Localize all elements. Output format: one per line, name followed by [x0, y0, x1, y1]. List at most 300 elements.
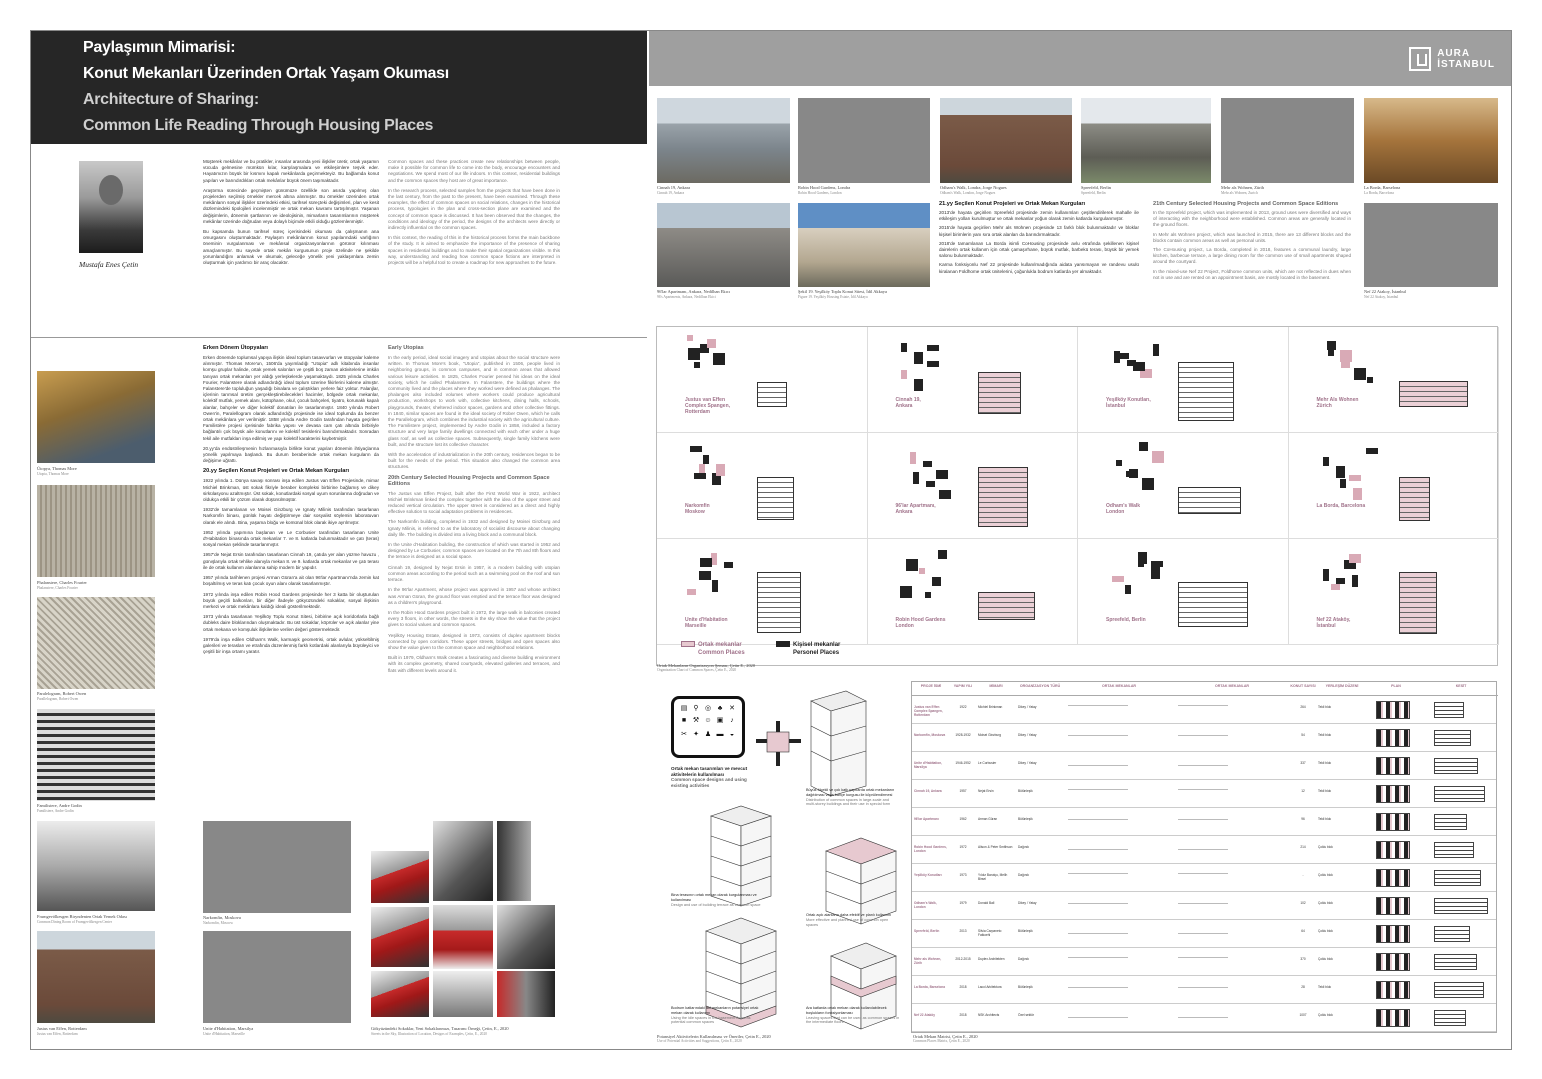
table-text-line — [1178, 1017, 1228, 1018]
image-parallelogram — [37, 597, 155, 689]
table-cell-org: Bütünleşik — [1018, 929, 1033, 933]
table-plan-thumb — [1376, 897, 1410, 915]
table-cell-year: 2018 — [959, 1013, 967, 1017]
early-en-p7: In the 96'lar Apartment, whose project was approved in 1957 and whose architect was Arman Güran, the ground floor was emptied and the terrace floor was designed as a children's playground. — [388, 587, 560, 605]
plan-block — [712, 580, 718, 592]
table-cell-org: Dikey / Yatay — [1018, 733, 1037, 737]
table-cell-name: Spreefeld, Berlin — [914, 929, 940, 933]
caption-spreefeld-en: Spreefeld, Berlin — [1081, 191, 1106, 195]
plan-block — [925, 592, 931, 598]
table-text-line — [1068, 789, 1128, 790]
plan-block — [694, 473, 706, 479]
plan-block — [910, 452, 916, 464]
plan-block — [913, 472, 919, 484]
table-plan-thumb — [1376, 981, 1410, 999]
drawing-label-line: Mehr Als Wohnen — [1316, 397, 1359, 403]
plan-block — [938, 550, 947, 559]
drawing-project-label — [1106, 503, 1140, 515]
legend-common — [681, 641, 745, 657]
author-name: Mustafa Enes Çetin — [79, 260, 139, 269]
legend-personal-tr: Kişisel mekanlar — [793, 642, 841, 648]
logo-line2: İSTANBUL — [1437, 59, 1495, 70]
table-section-thumb — [1434, 898, 1488, 914]
table-cell-name: Nef 22 Ataköy — [914, 1013, 935, 1017]
section-drawing — [757, 477, 794, 520]
table-cell-org: Dikey / Yatay — [1018, 901, 1037, 905]
table-text-line — [1068, 1017, 1128, 1018]
caption-96lar-en: 96's Apartments, Ankara, Nedilhan Ekici — [657, 295, 716, 299]
caption-streets-sky-en: Streets in the Sky, Illustration of Location, Designs of Examples, Çetin, E., 2020 — [371, 1032, 487, 1036]
plan-block — [688, 348, 700, 360]
table-cell-name: Cinnah 19, Ankara — [914, 789, 942, 793]
intro-tr-p3: Bu kapsamda bunun tarihsel süreç içerisindeki okuması da çalışmanın ana omurgasını oluşturmaktadır. Paylaşım mekânlarının konut yapılarındaki varlığının öneminin vurgulanması ve mekânsal organizasyonlarının görünür kılınması amaçlanmıştır. Bu sayede ortak mekân kurgusunun proje özelinde ne şekilde yorumlandığını anlamak ve okumak, geleceğe yönelik yeni yaklaşımlara zemin oluşturmak için yardımcı bir araç olacaktır. — [203, 229, 379, 266]
table-cell-year: 1957 — [959, 789, 967, 793]
caption-la-borda-en: La Borda, Barcelona — [1364, 191, 1394, 195]
plan-block — [901, 370, 907, 379]
table-cell-amount: 12 — [1301, 789, 1305, 793]
photo-nef22 — [1364, 203, 1498, 287]
table-cell-amount: 102 — [1300, 901, 1306, 905]
collage-image-8 — [433, 971, 493, 1017]
table-cell-layout: Çoklu blok — [1318, 929, 1333, 933]
table-row — [912, 836, 1496, 864]
collage-image-6 — [497, 905, 555, 969]
intro-tr-p2: Araştırma sürecinde geçmişten günümüze özellikle son asırda yapılmış olan projelerden seçilmiş örnekler mercek altına alınmıştır. Bu örnekler üzerinden ortak mekânların sosyal ilişkiler üzerindeki etkisi, tarihsel süreçteki değişimleri, plan ve kesit düzlemindeki tipolojileri incelenmiştir ve ortak mekan kavramı tartışılmıştır. Yaşanan değişimlerin, dönemin şartlarının ve ideolojisinin, mimarların tasarımlarının müşterek mekânlar üzerinde doğrudan veya dolaylı biçimde etkili olduğu gözlemlenmiştir. — [203, 187, 379, 224]
table-plan-thumb — [1376, 841, 1410, 859]
century21-en-p2: In Mehr als Wohnen project, which was launched in 2015, there are 13 different blocks and the blocks contain common areas as well as personal units. — [1153, 231, 1351, 243]
table-row — [912, 864, 1496, 892]
table-section-thumb — [1434, 954, 1477, 970]
legend-personal — [776, 641, 840, 657]
table-header-cell: ORTAK MEKANLAR — [1174, 682, 1290, 696]
logo-line1: AURA — [1437, 48, 1471, 59]
photo-96lar — [657, 203, 790, 287]
plan-drawing — [1319, 444, 1383, 501]
caption-usage: Potansiyel Aktivitelerin Kullanılması ve Öneriler, Çetin E., 2020 — [657, 1034, 771, 1039]
plan-block — [927, 345, 939, 351]
early-tr-p4: 1932'de tamamlanan ve Moisei Ginzburg ve Ignaty Milinis tarafından tasarlanan Narkomfin binası, günlük hayatı değiştirmeye dair sosyalist söylemin laboratuvarı olarak ele alındı. Bina, yaşama bloğu ve komünal blok olarak ikiye ayrılmıştır. — [203, 507, 379, 525]
music-icon: ♪ — [730, 717, 734, 724]
usage-note1-tr: Büyük ölçekli ve çok katlı yapılarda ortak mekanların dağıtılması veya bahçe kurgusu ile köprülendirmesi — [806, 788, 895, 797]
drawing-label-line: Yeşilköy Konutları, — [1106, 397, 1151, 403]
table-header-cell: YAPIM YILI — [950, 682, 976, 696]
table-cell-arch: NSK Architects — [978, 1013, 1000, 1017]
title-tr-line1: Paylaşımın Mimarisi: — [83, 39, 236, 56]
plan-drawing — [687, 335, 727, 375]
table-text-line — [1068, 765, 1128, 766]
table-cell-year: 1928-1932 — [955, 733, 971, 737]
plan-block — [1151, 567, 1160, 579]
drawing-label-line: Nef 22 Atakôy, — [1316, 617, 1351, 623]
section-drawing — [978, 592, 1035, 620]
plan-block — [699, 571, 711, 580]
early-en-p2: With the acceleration of industrialization in the 20th century, residences began to be built for the needs of the period. This situation also changed the common area structures. — [388, 452, 560, 470]
early-en-p8: In the Robin Hood Gardens project built in 1972, the large walk in balconies created every 3 floors, in other words, the streets in the sky show the value that the project gives to social values and common spaces. — [388, 609, 560, 628]
caption-drawings: Ortak Mekanların Organizasyon Şeması, Çetin E., 2020 — [657, 663, 756, 668]
plan-block — [1138, 552, 1147, 564]
plan-drawing — [898, 447, 948, 502]
plan-block — [1142, 478, 1154, 490]
usage-note2-en: Design and use of building terrace as common space — [671, 902, 761, 907]
legend-common-en: Common Places — [698, 650, 745, 656]
century21-en-heading: 21th Century Selected Housing Projects and Common Space Editions — [1153, 201, 1339, 207]
table-section-thumb — [1434, 982, 1484, 998]
usage-note1-en: Distribution of common spaces in large-scale and multi-storey buildings and their use in special form — [806, 797, 891, 807]
plan-block — [1367, 377, 1373, 383]
century21-en-p3: The CoHousing project, La Borda, completed in 2018, features a communal laundry, large kitchen, barbecue terrace, a large dining room for the common use of small apartments shaped around the courtyard. — [1153, 247, 1351, 265]
table-row — [912, 1004, 1496, 1032]
plan-block — [687, 589, 696, 595]
usage-note1 — [806, 788, 896, 807]
drawing-label-line: London — [1106, 509, 1125, 515]
century21-tr-p4: Karma fonksiyonlu Nef 22 projesinde kullanılmadığında aidata yansımayan ve randevu usulü kiralanan Foldhome ortak ünitelerini, çoğunlukla bodrum katlarda yer almaktadır. — [939, 262, 1139, 274]
collage-image-7 — [371, 971, 429, 1017]
table-row — [912, 780, 1496, 808]
table-row — [912, 920, 1496, 948]
table-cell-name: Justus van Effen Complex Spangen, Rotterdam — [914, 705, 943, 717]
table-section-thumb — [1434, 814, 1467, 830]
drawing-cell — [1289, 539, 1500, 645]
caption-table: Ortak Mekan Matrisi, Çetin E., 2020 — [913, 1034, 978, 1039]
table-header-cell: KESİT — [1424, 682, 1498, 696]
table-text-line — [1178, 735, 1228, 736]
plan-block — [1366, 448, 1378, 454]
table-cell-arch: Le Corbusier — [978, 761, 997, 765]
table-row — [912, 892, 1496, 920]
usage-note5-en: Leaving spaces that can be used as common spaces in the intermediate floors — [806, 1015, 900, 1025]
caption-streets-sky: Gökyüzündeki Sokaklar, Yeni Sokaklarımızı, Tasarımı Örneği, Çetin, E., 2020 — [371, 1026, 509, 1031]
table-header-cell: PROJE İSMİ — [912, 682, 950, 696]
drawing-project-label — [1106, 397, 1151, 409]
section-drawing — [1399, 572, 1437, 634]
table-section-thumb — [1434, 702, 1464, 718]
caption-cinnah19: Cinnah 19, Ankara — [657, 185, 691, 190]
table-cell-org: Dağınık — [1018, 845, 1029, 849]
table-section-thumb — [1434, 730, 1471, 746]
drawing-project-label — [685, 617, 728, 629]
table-cell-org: Bütünleşik — [1018, 789, 1033, 793]
plan-block — [690, 446, 702, 452]
early-en-p3: The Justus van Effen Project, built after the First World War in 1922, architect Michiel Brinkman linked the complex together with the idea of the upper street and reduced vertical circulation. The upper street is considered as a direct and highly effective solution to social adaptation problems in residences. — [388, 490, 560, 515]
drawing-cell — [1078, 327, 1289, 433]
caption-justus: Justus van Effen, Rotterdam — [37, 1026, 87, 1031]
usage-note3-tr: Ortak açık alanların daha efektif ve planlı kullanımı — [806, 913, 892, 917]
table-cell-arch: Lacol Arkitektura — [978, 985, 1002, 989]
table-cell-year: 2018 — [959, 985, 967, 989]
table-cell-name: Robin Hood Gardens, London — [914, 845, 947, 853]
caption-utopia: Ütopya, Thomas More — [37, 466, 77, 471]
table-text-line — [1068, 705, 1128, 706]
title-band — [31, 31, 647, 144]
usage-note2 — [671, 893, 761, 907]
table-cell-layout: Tekli blok — [1318, 705, 1332, 709]
table-cell-org: Dağınık — [1018, 957, 1029, 961]
plan-drawing — [898, 338, 945, 389]
caption-nef22-en: Nef 22 Atakoy, Istanbul — [1364, 295, 1399, 299]
table-row — [912, 696, 1496, 724]
plan-block — [1353, 488, 1362, 500]
caption-robin-hood: Robin Hood Gardens, Londra — [798, 185, 851, 190]
table-cell-org: Özel sektör — [1018, 1013, 1035, 1017]
plan-block — [1336, 466, 1345, 478]
table-cell-amount: - — [1302, 873, 1304, 877]
organization-chart-grid — [656, 326, 1498, 666]
table-cell-layout: Çoklu blok — [1318, 845, 1333, 849]
image-familistere — [37, 709, 155, 801]
drawing-label-line: Odham's Walk — [1106, 503, 1141, 509]
table-section-thumb — [1434, 870, 1481, 886]
early-en-p9: Yeşilköy Housing Estate, designed in 1973, consists of duplex apartment blocks connected by open corridors. These upper streets, bridges and open spaces also show the value given to the common space and neighborhood relations. — [388, 632, 560, 650]
table-section-thumb — [1434, 1010, 1466, 1026]
usage-title-tr: Ortak mekan tasarımları ve mevcut aktivitelerin kullanılması — [671, 766, 748, 777]
image-utopia — [37, 371, 155, 463]
table-cell-name: Mehr als Wohnen, Zürih — [914, 957, 942, 965]
usage-note3 — [806, 913, 896, 927]
table-cell-org: Bütünleşik — [1018, 817, 1033, 821]
plan-block — [1328, 350, 1334, 356]
plan-block — [1151, 561, 1163, 567]
plan-block — [1133, 362, 1145, 371]
caption-usage-en: Use of Potential Activities and Suggestions, Çetin E., 2020 — [657, 1039, 742, 1043]
table-cell-layout: Çoklu blok — [1318, 873, 1333, 877]
photo-la-borda — [1364, 98, 1498, 183]
table-text-line — [1068, 819, 1128, 820]
drawing-cell — [657, 539, 868, 645]
laundry-icon: ◎ — [704, 705, 712, 712]
cutlery-icon: ✕ — [729, 705, 735, 712]
caption-narkomfin-en: Narkomfin, Moscow — [203, 921, 233, 925]
caption-table-en: Common Places Matrix, Çetin E., 2020 — [913, 1039, 970, 1043]
drawing-label-line: Unite d'Habitation — [685, 617, 728, 623]
table-cell-org: Dağınık — [1018, 873, 1029, 877]
drawing-label-line: Cinnah 19, — [895, 397, 921, 403]
early-tr-p1: Erken dönemde toplumsal yapıya ilişkin ideal toplum tasavvurları ve ütopyalar kaleme alınmıştır. Thomas More'un, 1506'da yayımladığı "Utopia" adlı kitabında insanlar komşu gruplar halinde, ortak yemek salonları ve çeşitli boş zaman aktivitelerine imkân tanıyan ortak mekanları yer aldığı yerleşkelerde yaşamaktaydı. 1825 yılında Charles Fourier, Falanstere olarak adlandırdığı ideal toplum üzerine fikirlerini kaleme almıştır. Falanstere'de topluluğun yaşadığı binalara ve çalıştıkları yerlere faiz yoktur. Falanjlar, içlerinin tarımsal üretim gerçekleştirebilecekleri hacimler, bölgede ortak mekanlar, kolektif mutfak, yemek alanı, kütüphane, okul, çocuk bahçeleri, tiyatro, korunaklı kapalı alanlar, bahçeler ve diğer kolektif donatıları ile tasarlanmıştır. 1840 yılında Robert Owen'in, Paralellogram olarak adlandırdığı projesinde ise ideal toplumda da benzer ortak mekânlara yer verilmiştir. 1858 yılında Andre Godin tarafından hayata geçirilen Familistère projesi içerisinde fabrika yapısı ve devasa cam çatı altında birbiriyle bağlantılı çok büyük aile konutlarını ve kolektif tesislerini barındırmaktadır. Sonradan tekil aile mutfakları inşa edilmiş ve yapı kolektif karakterini kaybetmiştir. — [203, 355, 379, 441]
early-en-h2: 20th Century Selected Housing Projects and Common Space Editions — [388, 474, 550, 487]
intro-en-p1: Common spaces and these practices create new relationships between people, make it possible for common life to come into the body, encourage encounters and negotiations. We spend most of our life indoors. In this context, residential buildings and the common spaces they host are of great importance. — [388, 159, 560, 183]
early-tr-p5: 1952 yılında yapımına başlanan ve Le Corbusier tarafından tasarlanan Unite d'Habitation binasında ortak mekanlar 7. ve 8. katlarda bulunmaktadır ve çatı (teras) sosyal mekan şeklinde tasarlanmıştır. — [203, 529, 379, 548]
drawing-project-label — [896, 397, 921, 409]
early-tr-p6: 1957'de Nejat Ersin tarafından tasarlanan Cinnah 19, çatıda yer alan yüzme havuzu , günışlarıyla ortak tehlike alanıyla mekan 8. ve 9. katlarda ortak mekanlar ve çatı terası ile de ortak kullanım alanlarına sahip modern bir yapıdır. — [203, 552, 379, 570]
plan-block — [713, 353, 725, 365]
table-text-line — [1068, 933, 1128, 934]
caption-la-borda: La Borda, Barselona — [1364, 185, 1401, 190]
table-section-thumb — [1434, 926, 1470, 942]
table-text-line — [1178, 987, 1228, 988]
table-text-line — [1068, 735, 1128, 736]
table-cell-arch: Moisei Ginzburg — [978, 733, 1002, 737]
section-drawing — [757, 572, 801, 633]
caption-yesilkoy: Şekil 19. Yeşilköy Toplu Konut Sitesi, İdil Akkaya — [798, 289, 887, 294]
drawing-label-line: İstanbul — [1106, 403, 1126, 409]
usage-note4 — [671, 1006, 761, 1025]
early-tr-p10: 1979'da inşa edilen Oldham's Walk, karmaşık geometrisi, ortak avlular, yükseltilmiş galerileri ve terasları ve etrafında düzenlenmiş farklı kotlardaki alanlarıyla büyüleyici ve çeşitli bir inşa ortamı yaratır. — [203, 636, 379, 655]
drawing-project-label — [685, 397, 730, 415]
tools-icon: ⚒ — [692, 717, 700, 724]
legend-common-tr: Ortak mekanlar — [698, 642, 742, 648]
plan-block — [906, 559, 918, 571]
table-cell-year: 1946-1952 — [955, 761, 971, 765]
early-tr-p7: 1957 yılında tarihlenen projesi Arman Güran'a ait olan 96'lar Apartmanı'nda zemin kat boşaltılmış ve teras katı çocuk oyun alanı olarak tasarlanmıştır. — [203, 575, 379, 587]
photo-mehr-als-wohnen — [1221, 98, 1354, 183]
early-tr-h2: 20.yy Seçilen Konut Projeleri ve Ortak Mekan Kurguları — [203, 468, 350, 475]
bicycle-icon: ⚲ — [693, 705, 699, 712]
title-tr-line2: Konut Mekanları Üzerinden Ortak Yaşam Okuması — [83, 65, 449, 82]
child-icon: ♟ — [704, 731, 712, 738]
collage-image-9 — [497, 971, 555, 1017]
drawing-project-label — [1106, 617, 1146, 623]
section-drawing — [1399, 477, 1430, 521]
table-cell-name: Unite d'Habitation, Marsilya — [914, 761, 943, 769]
plan-block — [1354, 368, 1366, 380]
collage-image-3 — [497, 821, 531, 901]
table-plan-thumb — [1376, 701, 1410, 719]
intro-en-p2: In the research process, selected samples from the projects that have been done in the last century, from the past to the present, have been examined. Through these examples, the effect of common spaces on social relations, changes in the historical process, typologies in the plan and cross-section plane are examined and the concept of common space is discussed. It has been observed that the changes, the conditions and ideology of the period, the designs of the architects were directly or indirectly influential on the common spaces. — [388, 187, 560, 231]
drawing-label-line: Moskow — [685, 509, 705, 515]
table-row — [912, 752, 1496, 780]
intro-tr — [203, 159, 379, 266]
early-en-p1: In the early period, ideal social imagery and utopias about the social structure were written. In Thomas More's book, "Utopia", published in 1506, people lived in neighboring groups, in common campuses, and in common areas that allowed various leisure activities. In 1825, Charles Fourier penned his ideas on the ideal society, which he called Phalanstere. In Falanstere, the buildings where the community lived and the places where they worked were defined as phalanges. The phalanges also included volumes where workers could produce agricultural production, workshops to work with, collective kitchens, dining halls, schools, playgrounds, theater, sheltered indoor spaces, gardens and other collective fittings. In 1840, similar spaces are found in the ideal society of Rober Owen, which he calls the Parallelogram, which combines the industrial society with the agricultural culture. The Familistere project, implemented by Andre Godin in 1858, included a factory structure and very large family dwellings connected with each other under a huge glass roof, as well as collective spaces. Subsequently, single family kitchens were built, and the structure lost its collective character. — [388, 355, 560, 447]
table-cell-arch: Alison & Peter Smithson — [978, 845, 1013, 849]
caption-odhams-en: Odham's Walk, London, Jorge Nogues — [940, 191, 996, 195]
collage-image-1 — [371, 851, 429, 903]
drawing-label-line: Marseille — [685, 623, 707, 629]
photo-yesilkoy — [798, 203, 930, 287]
plan-block — [1129, 469, 1138, 478]
axonometric-drawings — [661, 686, 906, 1031]
plan-block — [707, 339, 716, 348]
caption-dining-room: Frumgevölkesgen Biryndenten Ortak Yemek Odası — [37, 914, 127, 919]
drawing-project-label — [1317, 617, 1351, 629]
table-plan-thumb — [1376, 1009, 1410, 1027]
table-plan-thumb — [1376, 953, 1410, 971]
caption-mehr-en: Mehr als Wohnen, Zurich — [1221, 191, 1258, 195]
plan-block — [1323, 457, 1329, 466]
table-header-cell: KONUT SAYISI — [1290, 682, 1316, 696]
plan-block — [716, 464, 725, 476]
table-cell-org: Dikey / Yatay — [1018, 705, 1037, 709]
kitchen-icon: ■ — [681, 717, 687, 724]
drawing-label-line: Robin Hood Gardens — [895, 617, 946, 623]
table-text-line — [1178, 849, 1228, 850]
early-en-p4: The Narkomfin building, completed in 1932 and designed by Moisei Ginzburg and Ignaty Milinis, is referred to as the laboratory of socialist discourse about changing daily life. The building is divided into a living block and a communal block. — [388, 519, 560, 537]
table-cell-org: Dikey / Yatay — [1018, 761, 1037, 765]
table-text-line — [1178, 705, 1228, 706]
early-en-p6: Cinnah 19, designed by Nejat Ersin in 1957, is a modern building with utopian common areas according to the period such as a swimming pool on the roof and sun terrace. — [388, 564, 560, 583]
sport-icon: ✦ — [693, 731, 699, 738]
section-drawing — [1399, 381, 1468, 407]
plan-block — [1331, 584, 1340, 590]
section-drawing — [978, 372, 1021, 414]
caption-drawings-en: Organization Chart of Common Spaces, Çetin E., 2020 — [657, 668, 737, 672]
plan-block — [1327, 341, 1336, 350]
plan-drawing — [1319, 335, 1380, 388]
drawing-cell — [657, 433, 868, 539]
plan-drawing — [687, 553, 733, 601]
drawing-cell — [1078, 433, 1289, 539]
people-icon: ☺ — [704, 717, 712, 724]
drawing-label-line: Justus van Effen — [685, 397, 726, 403]
drawing-project-label — [1317, 503, 1366, 509]
caption-odhams: Odham's Walk, Londra, Jorge Nogues — [940, 185, 1007, 190]
early-en-heading: Early Utopias — [388, 345, 424, 351]
caption-96lar: 96'lar Apartmanı, Ankara, Nedilhan Ekıcı — [657, 289, 730, 294]
century21-en-p4: In the mixed-use Nef 22 Project, Foldhome common units, which are not reflected in dues when not in use and are rented on an appointment basis, are mostly located in the basement. — [1153, 268, 1351, 280]
table-cell-layout: Tekli blok — [1318, 761, 1332, 765]
caption-justus-en: Justus van Effen, Rotterdam — [37, 1032, 78, 1036]
coffee-icon: ◒ — [729, 731, 735, 738]
table-cell-amount: 54 — [1301, 733, 1305, 737]
plan-block — [1152, 451, 1164, 463]
image-unite-habitation — [203, 931, 351, 1023]
photo-robin-hood — [798, 98, 930, 183]
table-cell-name: La Borda, Barselona — [914, 985, 945, 989]
table-text-line — [1178, 957, 1228, 958]
plan-block — [923, 461, 932, 467]
plan-drawing — [1108, 550, 1168, 600]
plan-block — [900, 586, 912, 598]
book-icon: ▤ — [680, 705, 688, 712]
century21-tr-p3: 2018'de tamamlanan La Borda isimli CoHousing projesinde avlu etrafında şekillenen kişisel dairelerin ortak kullanım için ortak çamaşırhane, büyük mutfak, barbekü terası, büyük bir yemek salonu bulunmaktadır. — [939, 240, 1139, 259]
drawing-label-line: Zürich — [1316, 403, 1332, 409]
table-cell-org: Bütünleşik — [1018, 985, 1033, 989]
plan-block — [939, 490, 951, 499]
usage-note4-en: Using the idle spaces in the basement floors as potential common spaces — [671, 1015, 751, 1025]
legend-common-swatch — [681, 641, 695, 647]
plan-block — [687, 335, 693, 341]
century21-tr-p1: 2013'de hayata geçirilen Spreefeld projesinde zemin kullanımları çeşitlendirilerek mahalle ile etkileşim yolları kurulmuştur ve ortak mekanlar yoğun olarak zemin katlarda kurgulanmıştır. — [939, 210, 1139, 222]
caption-dining-room-en: Common Dining Room of Frumgevölkesgen Center — [37, 920, 112, 924]
cinema-icon: ▣ — [716, 717, 724, 724]
table-cell-arch: Michiel Brinkman — [978, 705, 1003, 709]
table-cell-arch: Donald Ball — [978, 901, 995, 905]
table-header-cell: YERLEŞİM DÜZENİ — [1316, 682, 1368, 696]
early-en-p10: Built in 1979, Oldham's Walk creates a fascinating and diverse building environment with its complex geometry, shared courtyards, elevated galleries and terraces, and flats with different levels around it. — [388, 655, 560, 673]
plan-block — [1139, 442, 1148, 451]
intro-en-p3: In this context, the reading of this in the historical process forms the main backbone of the study. It is aimed to emphasize the importance of the presence of sharing spaces in residential buildings and to make their spatial organizations visible. In this way, understanding and reading how common space fictions are interpreted in projects will be a helpful tool to create a roadmap for new approaches to the future. — [388, 235, 560, 266]
drawing-cell — [1078, 539, 1289, 645]
section-drawing — [1178, 582, 1248, 627]
legend-personal-swatch — [776, 641, 790, 647]
plan-block — [1349, 554, 1361, 563]
table-text-line — [1178, 765, 1228, 766]
drawing-cell — [1289, 327, 1500, 433]
drawing-cell — [868, 433, 1079, 539]
table-cell-arch: Nejat Ersin — [978, 789, 994, 793]
early-tr-p8: 1972 yılında inşa edilen Robin Hood Gardens projesinde her 3 katta bir oluşturulan büyük geçitli balkonları, bir diğer ifadeyle gökyüzündeki sokaklar, sosyal ilişkinin merkezi ve ortak mekânlara kaldığı ideali gösterilmektedir. — [203, 591, 379, 609]
plan-block — [1340, 350, 1352, 362]
table-cell-year: 2012-2015 — [955, 957, 971, 961]
plan-drawing — [687, 444, 730, 488]
table-cell-layout: Çoklu blok — [1318, 957, 1333, 961]
title-en-line1: Architecture of Sharing: — [83, 91, 259, 108]
caption-narkomfin: Narkomfin, Moskova — [203, 915, 241, 920]
plan-block — [914, 379, 923, 391]
drawing-cell — [868, 539, 1079, 645]
table-header-cell: PLAN — [1368, 682, 1424, 696]
table-cell-year: 1962 — [959, 817, 967, 821]
table-text-line — [1068, 849, 1128, 850]
table-cell-amount: 370 — [1300, 957, 1306, 961]
caption-phalanstere-en: Phalanstere, Charles Fourier — [37, 586, 78, 590]
table-text-line — [1068, 873, 1128, 874]
drawing-label-line: La Borda, Barcelona — [1316, 503, 1366, 509]
caption-unite: Unite d'Habitation, Marsilya — [203, 1026, 254, 1031]
table-plan-thumb — [1376, 813, 1410, 831]
table-cell-name: 96'lar Apartmanı — [914, 817, 939, 821]
title-en-line2: Common Life Reading Through Housing Places — [83, 117, 434, 134]
plan-block — [1116, 460, 1122, 466]
table-cell-year: 1979 — [959, 901, 967, 905]
